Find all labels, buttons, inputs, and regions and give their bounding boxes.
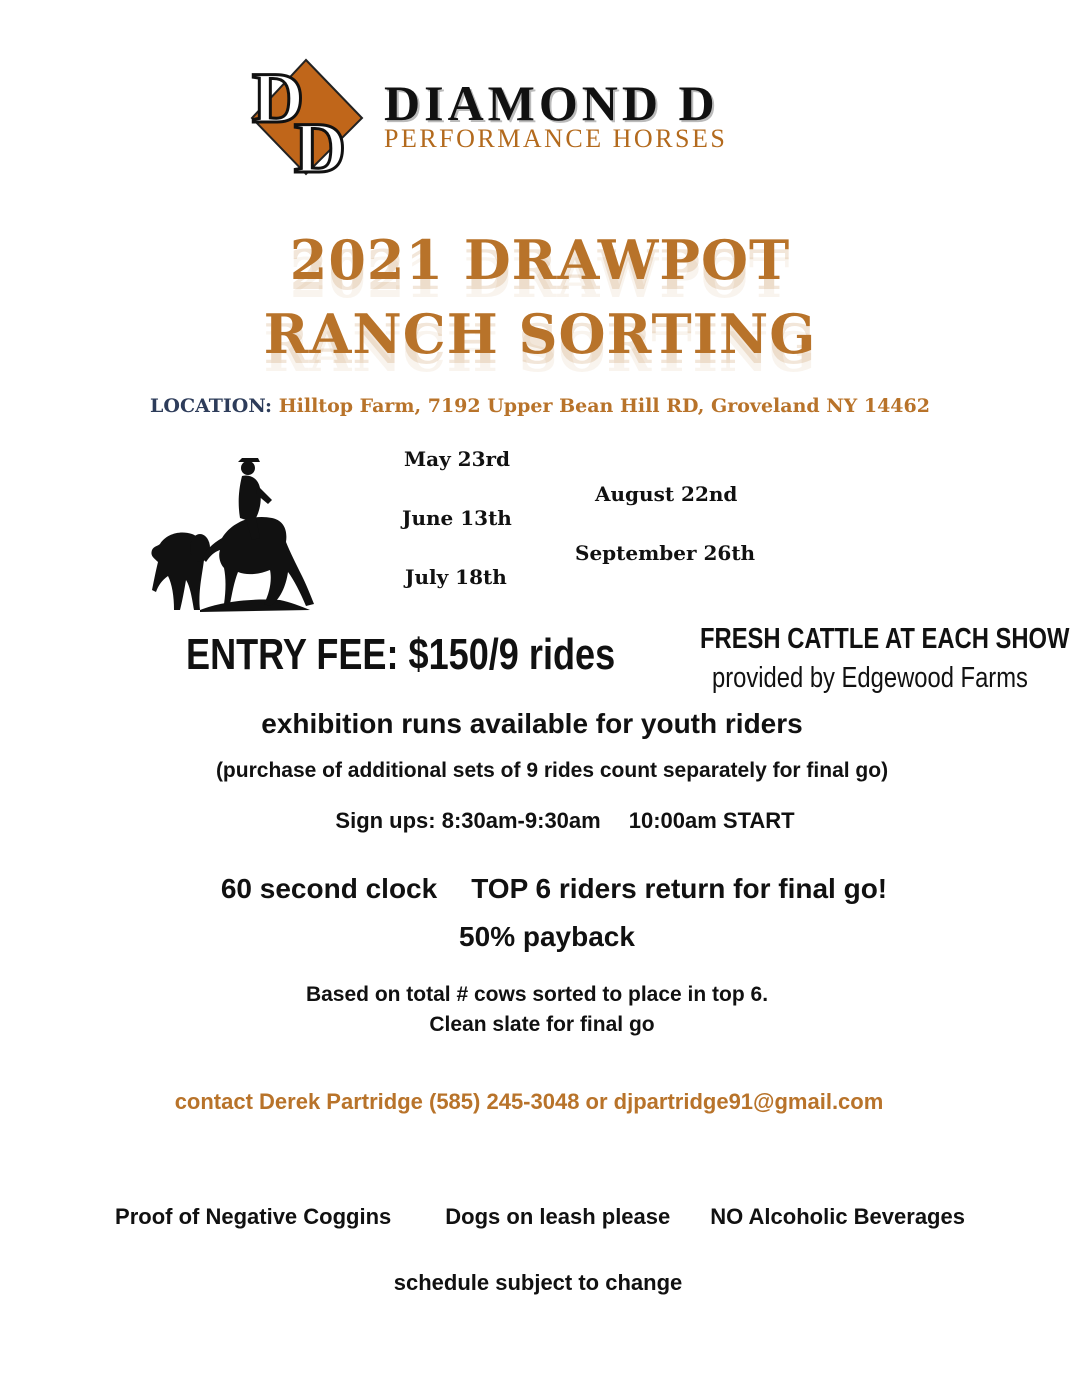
exhibition-runs: exhibition runs available for youth riders bbox=[261, 708, 803, 739]
entry-fee: ENTRY FEE: $150/9 rides bbox=[186, 630, 616, 679]
event-title-line1: 2021 DRAWPOT bbox=[289, 228, 791, 292]
alcohol-rule: NO Alcoholic Beverages bbox=[710, 1204, 965, 1229]
brand-name: DIAMOND D bbox=[384, 75, 719, 131]
clock-and-finals bbox=[14, 873, 1080, 905]
event-rules bbox=[0, 1204, 1080, 1230]
svg-text:D: D bbox=[252, 58, 304, 138]
payback: 50% payback bbox=[459, 921, 635, 952]
contact-info: contact Derek Partridge (585) 245-3048 or djpartridge91@gmail.com bbox=[174, 1089, 884, 1114]
brand-subtitle: PERFORMANCE HORSES bbox=[384, 124, 728, 153]
event-title-line2: RANCH SORTING bbox=[263, 302, 817, 366]
purchase-note: (purchase of additional sets of 9 rides count separately for final go) bbox=[215, 759, 889, 782]
location-label: LOCATION: bbox=[150, 395, 273, 417]
date-june: June 13th bbox=[402, 506, 512, 530]
date-september: September 26th bbox=[575, 541, 756, 565]
location-value: Hilltop Farm, 7192 Upper Bean Hill RD, Groveland NY 14462 bbox=[278, 395, 930, 417]
cattle-provider: provided by Edgewood Farms bbox=[712, 662, 1028, 694]
signup-times bbox=[25, 808, 1080, 834]
location bbox=[0, 395, 1080, 417]
horse-and-rider-cutting-cow-icon bbox=[140, 452, 325, 617]
clock-info: 60 second clock bbox=[220, 873, 438, 904]
date-july: July 18th bbox=[405, 565, 507, 589]
clean-slate-note: Clean slate for final go bbox=[429, 1013, 655, 1036]
start-time: 10:00am START bbox=[628, 808, 795, 833]
top-riders-info: TOP 6 riders return for final go! bbox=[471, 873, 888, 904]
coggins-rule: Proof of Negative Coggins bbox=[115, 1204, 392, 1229]
fresh-cattle-note: FRESH CATTLE AT EACH SHOW bbox=[700, 623, 1070, 655]
date-august: August 22nd bbox=[595, 482, 738, 506]
schedule-note: schedule subject to change bbox=[393, 1270, 683, 1295]
dogs-rule: Dogs on leash please bbox=[445, 1204, 671, 1229]
diamond-d-logo bbox=[248, 56, 368, 176]
signup-window: Sign ups: 8:30am-9:30am bbox=[335, 808, 601, 833]
placement-basis: Based on total # cows sorted to place in top 6. bbox=[305, 983, 769, 1006]
svg-text:D: D bbox=[294, 108, 346, 176]
date-may: May 23rd bbox=[404, 447, 511, 471]
